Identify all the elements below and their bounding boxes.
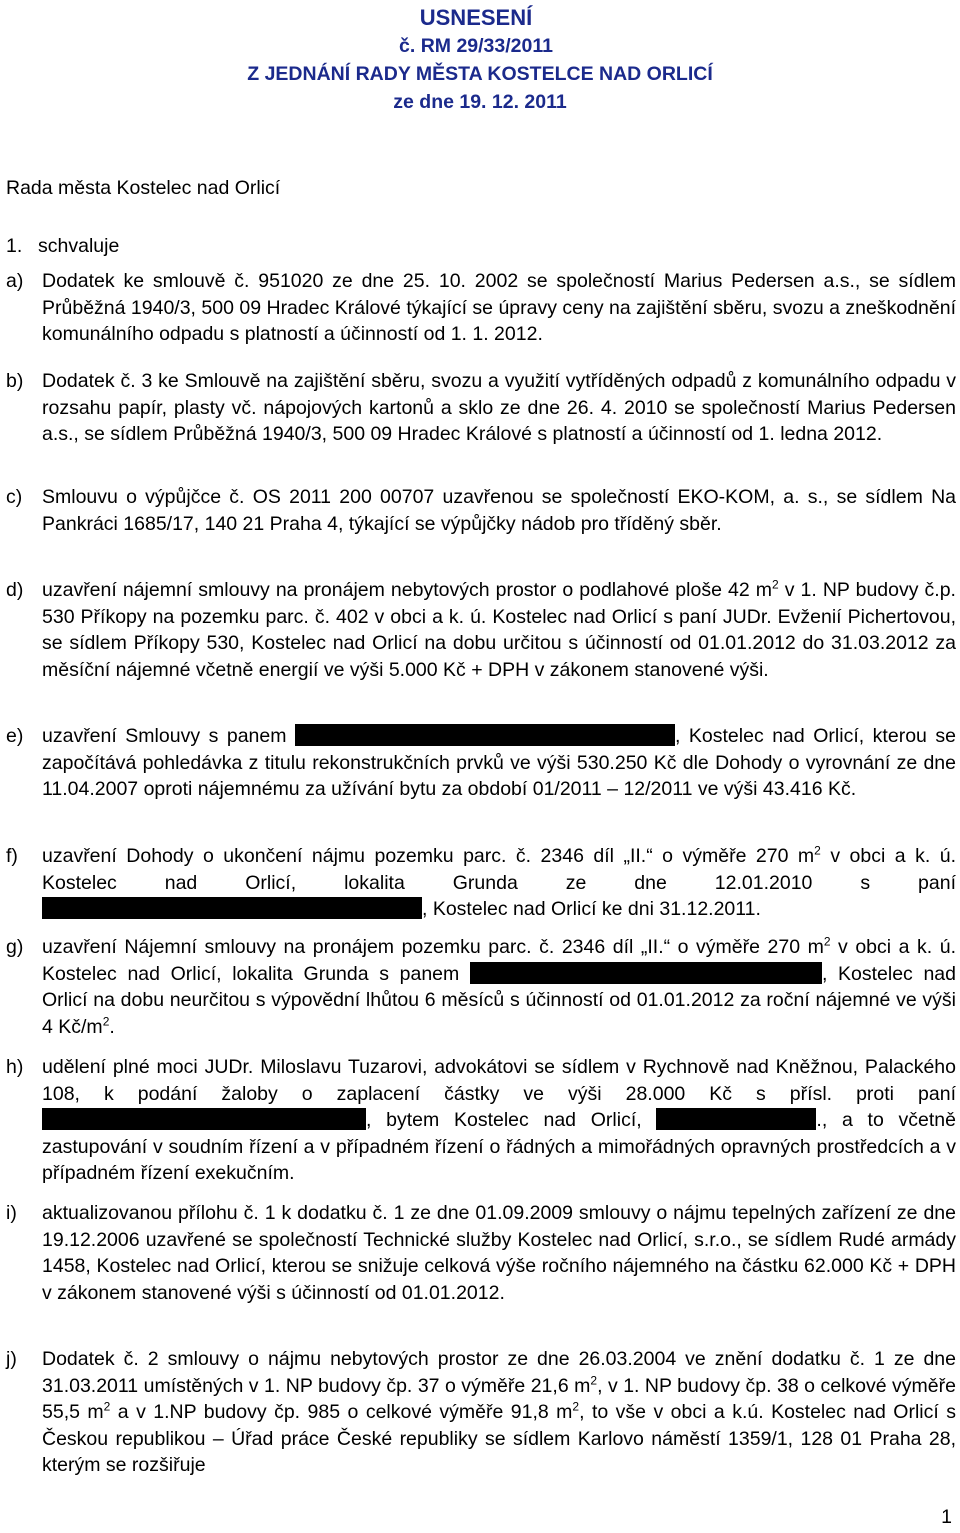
item-text-cont: , bytem Kostelec nad Orlicí, <box>366 1109 657 1131</box>
item-text-cont: , Kostelec nad Orlicí ke dni 31.12.2011. <box>422 898 761 920</box>
superscript: 2 <box>572 1399 580 1414</box>
item-text-cont: ., a to včetně zastupování v soudním řízení a v případném řízení o řádných a mimořádných opravných prostředcích a v případném řízení exekučním. <box>42 1109 956 1184</box>
item-text-cont: . <box>109 1015 115 1038</box>
page-number: 1 <box>941 1506 952 1528</box>
item-label: f) <box>6 845 18 867</box>
meeting-date: ze dne 19. 12. 2011 <box>393 91 567 113</box>
item-label: i) <box>6 1202 17 1224</box>
item-text: uzavření Smlouvy s panem <box>42 725 295 747</box>
document-title: USNESENÍ <box>419 5 533 30</box>
item-text-cont: , to vše v obci a k.ú. Kostelec nad Orlicí s Českou republikou – Úřad práce České republiky se sídlem Karlovo náměstí 1359/1, 128 01 Praha 28, kterým se rozšiřuje <box>42 1401 956 1476</box>
section-number: 1. <box>6 235 23 257</box>
item-d <box>6 577 956 683</box>
item-text: Dodatek ke smlouvě č. 951020 ze dne 25. 10. 2002 se společností Marius Pedersen a.s., se sídlem Průběžná 1940/3, 500 09 Hradec Králové týkající se úpravy ceny na zajištění sběru, svozu a zneškodnění komunálního odpadu s platností a účinností od 1. 1. 2012. <box>42 270 956 345</box>
superscript: 2 <box>814 843 821 858</box>
redaction-bar <box>656 1108 816 1130</box>
item-text-cont: v 1. NP budovy č.p. 530 Příkopy na pozemku parc. č. 402 v obci a k. ú. Kostelec nad Orlicí s paní JUDr. Evženií Pichertovou, se sídlem Příkopy 530, Kostelec nad Orlicí na dobu určitou s účinností od 01.01.2012 do 31.03.2012 za měsíční nájemné včetně energií ve výši 5.000 Kč + DPH v zákonem stanovené výši. <box>42 579 956 681</box>
council-intro: Rada města Kostelec nad Orlicí <box>6 177 281 199</box>
superscript: 2 <box>590 1373 598 1387</box>
item-text-cont: v obci a k. ú. Kostelec nad Orlicí, lokalita Grunda ze dne 12.01.2010 s paní <box>42 845 957 894</box>
item-text-cont: v obci a k. ú. Kostelec nad Orlicí, lokalita Grunda s panem <box>42 936 956 985</box>
meeting-title: Z JEDNÁNÍ RADY MĚSTA KOSTELCE NAD ORLICÍ <box>247 63 713 85</box>
document-header <box>0 4 960 116</box>
item-label: d) <box>6 579 24 601</box>
item-text-cont: , v 1. NP budovy čp. 38 o celkové výměře 55,5 m <box>42 1374 956 1423</box>
item-c <box>6 484 956 537</box>
redaction-bar <box>470 962 822 984</box>
superscript: 2 <box>823 934 831 949</box>
item-label: c) <box>6 486 23 508</box>
section-heading <box>6 234 119 258</box>
item-label: j) <box>6 1348 17 1370</box>
item-text: Smlouvu o výpůjčce č. OS 2011 200 00707 uzavřenou se společností EKO-KOM, a. s., se sídlem Na Pankráci 1685/17, 140 21 Praha 4, týkající se výpůjčky nádob pro tříděný sběr. <box>42 486 956 535</box>
item-g <box>6 934 956 1040</box>
item-a <box>6 268 956 348</box>
redaction-bar <box>42 897 422 919</box>
item-text: uzavření Dohody o ukončení nájmu pozemku parc. č. 2346 díl „II.“ o výměře 270 m <box>42 845 815 867</box>
superscript: 2 <box>102 1014 110 1028</box>
redaction-bar <box>295 724 675 746</box>
item-b <box>6 368 956 448</box>
item-text: udělení plné moci JUDr. Miloslavu Tuzarovi, advokátovi se sídlem v Rychnově nad Kněžnou, Palackého 108, k podání žaloby o zaplacení částky ve výši 28.000 Kč s přísl. proti paní <box>42 1056 956 1105</box>
item-text-cont: , Kostelec nad Orlicí na dobu neurčitou s výpovědní lhůtou 6 měsíců s účinností od 01.01.2012 za roční nájemné ve výši 4 Kč/m <box>42 962 956 1038</box>
item-text: Dodatek č. 2 smlouvy o nájmu nebytových prostor ze dne 26.03.2004 ve znění dodatku č. 1 ze dne 31.03.2011 umístěných v 1. NP budovy čp. 37 o výměře 21,6 m <box>42 1348 956 1397</box>
item-label: e) <box>6 725 24 747</box>
redaction-bar <box>42 1108 366 1130</box>
item-e <box>6 723 956 803</box>
item-label: h) <box>6 1056 24 1078</box>
item-label: a) <box>6 270 24 292</box>
item-text: Dodatek č. 3 ke Smlouvě na zajištění sběru, svozu a využití vytříděných odpadů z komunálního odpadu v rozsahu papír, plasty vč. nápojových kartonů a sklo ze dne 26. 4. 2010 se společností Marius Pedersen a.s., se sídlem Průběžná 1940/3, 500 09 Hradec Králové s platností a účinností od 1. ledna 2012. <box>42 370 956 445</box>
item-text-cont: , Kostelec nad Orlicí, kterou se započítává pohledávka z titulu rekonstrukčních prvků ve výši 530.250 Kč dle Dohody o vyrovnání ze dne 11.04.2007 oproti nájemnému za užívání bytu za období 01/2011 – 12/2011 ve výši 43.416 Kč. <box>42 725 956 800</box>
section-title: schvaluje <box>38 235 120 257</box>
item-text: aktualizovanou přílohu č. 1 k dodatku č. 1 ze dne 01.09.2009 smlouvy o nájmu tepelných zařízení ze dne 19.12.2006 uzavřené se společností Technické služby Kostelec nad Orlicí, s.r.o., se sídlem Rudé armády 1458, Kostelec nad Orlicí, kterou se snižuje celková výše ročního nájemného na částku 62.000 Kč + DPH v zákonem stanovené výši s účinností od 01.01.2012. <box>42 1202 956 1304</box>
item-h <box>6 1054 956 1187</box>
item-j <box>6 1346 956 1479</box>
item-label: g) <box>6 936 24 958</box>
superscript: 2 <box>103 1399 111 1414</box>
item-f <box>6 843 956 923</box>
superscript: 2 <box>771 577 779 592</box>
item-text-cont: a v 1.NP budovy čp. 985 o celkové výměře 91,8 m <box>110 1401 573 1423</box>
item-label: b) <box>6 370 24 392</box>
item-i <box>6 1200 956 1306</box>
resolution-number: č. RM 29/33/2011 <box>399 35 553 57</box>
item-text: uzavření Nájemní smlouvy na pronájem pozemku parc. č. 2346 díl „II.“ o výměře 270 m <box>42 936 824 958</box>
item-text: uzavření nájemní smlouvy na pronájem nebytových prostor o podlahové ploše 42 m <box>42 579 772 601</box>
